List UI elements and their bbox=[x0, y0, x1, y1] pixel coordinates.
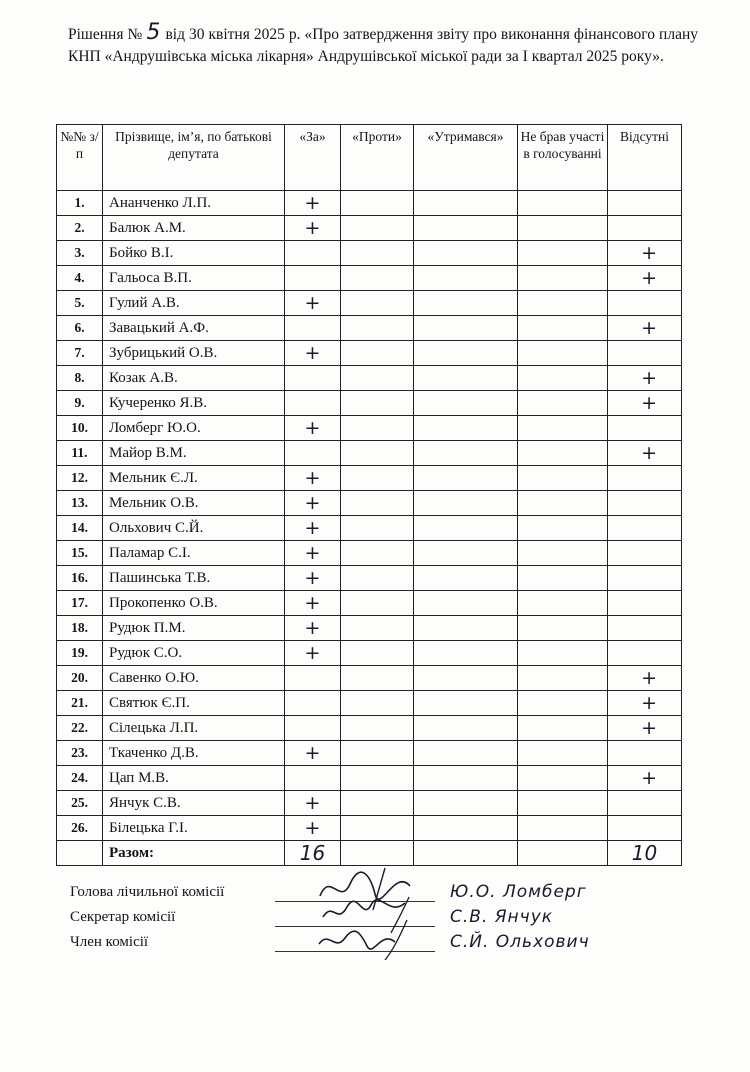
vote-abstained-cell bbox=[414, 316, 518, 341]
vote-against-cell bbox=[341, 566, 414, 591]
not-voted-cell bbox=[518, 216, 608, 241]
deputy-row bbox=[57, 416, 682, 441]
vote-abstained-cell bbox=[414, 516, 518, 541]
deputy-name: Майор В.М. bbox=[103, 441, 285, 466]
row-number: 14. bbox=[57, 516, 103, 541]
vote-for-mark bbox=[285, 391, 341, 416]
not-voted-cell bbox=[518, 191, 608, 216]
vote-for-mark: + bbox=[285, 516, 341, 541]
vote-for-mark bbox=[285, 691, 341, 716]
deputy-name: Прокопенко О.В. bbox=[103, 591, 285, 616]
row-number: 8. bbox=[57, 366, 103, 391]
total-not-voted-cell bbox=[518, 841, 608, 866]
row-number: 15. bbox=[57, 541, 103, 566]
absent-mark: + bbox=[608, 716, 682, 741]
vote-against-cell bbox=[341, 266, 414, 291]
deputy-row bbox=[57, 616, 682, 641]
row-number: 21. bbox=[57, 691, 103, 716]
deputy-name: Савенко О.Ю. bbox=[103, 666, 285, 691]
vote-against-cell bbox=[341, 516, 414, 541]
absent-mark bbox=[608, 191, 682, 216]
not-voted-cell bbox=[518, 491, 608, 516]
deputy-name: Рудюк С.О. bbox=[103, 641, 285, 666]
vote-against-cell bbox=[341, 691, 414, 716]
deputy-name: Кучеренко Я.В. bbox=[103, 391, 285, 416]
absent-mark bbox=[608, 566, 682, 591]
vote-against-cell bbox=[341, 816, 414, 841]
absent-mark bbox=[608, 816, 682, 841]
signature-name: С.В. Янчук bbox=[450, 907, 554, 927]
not-voted-cell bbox=[518, 691, 608, 716]
deputy-row bbox=[57, 691, 682, 716]
decision-heading bbox=[68, 22, 698, 68]
row-number: 12. bbox=[57, 466, 103, 491]
absent-mark: + bbox=[608, 766, 682, 791]
vote-for-mark: + bbox=[285, 641, 341, 666]
decision-number: 5 bbox=[146, 20, 162, 45]
deputy-name: Гулий А.В. bbox=[103, 291, 285, 316]
vote-against-cell bbox=[341, 466, 414, 491]
row-number: 24. bbox=[57, 766, 103, 791]
vote-for-mark: + bbox=[285, 816, 341, 841]
deputy-row bbox=[57, 716, 682, 741]
vote-for-mark: + bbox=[285, 566, 341, 591]
total-abstained-cell bbox=[414, 841, 518, 866]
not-voted-cell bbox=[518, 366, 608, 391]
not-voted-cell bbox=[518, 516, 608, 541]
vote-for-mark: + bbox=[285, 791, 341, 816]
absent-mark: + bbox=[608, 266, 682, 291]
col-header-number: №№ з/п bbox=[57, 125, 103, 191]
deputy-name: Зубрицький О.В. bbox=[103, 341, 285, 366]
signature-row bbox=[70, 930, 690, 955]
vote-abstained-cell bbox=[414, 416, 518, 441]
absent-mark bbox=[608, 416, 682, 441]
absent-mark: + bbox=[608, 241, 682, 266]
row-number: 13. bbox=[57, 491, 103, 516]
vote-for-mark: + bbox=[285, 291, 341, 316]
vote-abstained-cell bbox=[414, 366, 518, 391]
vote-for-mark: + bbox=[285, 541, 341, 566]
row-number: 25. bbox=[57, 791, 103, 816]
vote-abstained-cell bbox=[414, 591, 518, 616]
deputy-row bbox=[57, 241, 682, 266]
row-number: 22. bbox=[57, 716, 103, 741]
not-voted-cell bbox=[518, 341, 608, 366]
row-number: 17. bbox=[57, 591, 103, 616]
vote-against-cell bbox=[341, 191, 414, 216]
absent-mark: + bbox=[608, 391, 682, 416]
vote-against-cell bbox=[341, 316, 414, 341]
not-voted-cell bbox=[518, 541, 608, 566]
vote-abstained-cell bbox=[414, 716, 518, 741]
deputy-row bbox=[57, 441, 682, 466]
deputy-name: Ананченко Л.П. bbox=[103, 191, 285, 216]
deputy-name: Святюк Є.П. bbox=[103, 691, 285, 716]
row-number: 9. bbox=[57, 391, 103, 416]
absent-mark: + bbox=[608, 316, 682, 341]
col-header-absent: Відсутні bbox=[608, 125, 682, 191]
deputy-row bbox=[57, 566, 682, 591]
signature-name: Ю.О. Ломберг bbox=[450, 882, 587, 902]
col-header-name: Прізвище, ім’я, по батькові депутата bbox=[103, 125, 285, 191]
deputy-row bbox=[57, 516, 682, 541]
absent-mark bbox=[608, 541, 682, 566]
vote-for-mark: + bbox=[285, 616, 341, 641]
absent-mark: + bbox=[608, 666, 682, 691]
vote-abstained-cell bbox=[414, 391, 518, 416]
vote-against-cell bbox=[341, 641, 414, 666]
vote-abstained-cell bbox=[414, 791, 518, 816]
deputy-name: Цап М.В. bbox=[103, 766, 285, 791]
vote-abstained-cell bbox=[414, 616, 518, 641]
vote-for-mark: + bbox=[285, 741, 341, 766]
total-absent: 10 bbox=[608, 841, 682, 866]
deputy-name: Бойко В.І. bbox=[103, 241, 285, 266]
absent-mark bbox=[608, 516, 682, 541]
row-number: 11. bbox=[57, 441, 103, 466]
vote-abstained-cell bbox=[414, 466, 518, 491]
not-voted-cell bbox=[518, 816, 608, 841]
vote-table bbox=[56, 124, 682, 866]
signature-role: Голова лічильної комісії bbox=[70, 884, 225, 900]
vote-for-mark bbox=[285, 666, 341, 691]
deputy-name: Козак А.В. bbox=[103, 366, 285, 391]
deputy-row bbox=[57, 266, 682, 291]
signature-block bbox=[70, 880, 690, 955]
not-voted-cell bbox=[518, 441, 608, 466]
absent-mark bbox=[608, 641, 682, 666]
deputy-name: Завацький А.Ф. bbox=[103, 316, 285, 341]
deputy-name: Мельник Є.Л. bbox=[103, 466, 285, 491]
absent-mark bbox=[608, 741, 682, 766]
not-voted-cell bbox=[518, 316, 608, 341]
signature-role: Член комісії bbox=[70, 934, 149, 950]
vote-abstained-cell bbox=[414, 741, 518, 766]
col-header-against: «Проти» bbox=[341, 125, 414, 191]
row-number: 19. bbox=[57, 641, 103, 666]
col-header-for: «За» bbox=[285, 125, 341, 191]
total-label: Разом: bbox=[103, 841, 285, 866]
deputy-name: Паламар С.І. bbox=[103, 541, 285, 566]
deputy-name: Сілецька Л.П. bbox=[103, 716, 285, 741]
deputy-row bbox=[57, 466, 682, 491]
not-voted-cell bbox=[518, 766, 608, 791]
vote-against-cell bbox=[341, 416, 414, 441]
deputy-row bbox=[57, 791, 682, 816]
vote-abstained-cell bbox=[414, 691, 518, 716]
not-voted-cell bbox=[518, 716, 608, 741]
absent-mark: + bbox=[608, 691, 682, 716]
not-voted-cell bbox=[518, 616, 608, 641]
vote-against-cell bbox=[341, 541, 414, 566]
absent-mark bbox=[608, 341, 682, 366]
vote-for-mark bbox=[285, 266, 341, 291]
vote-abstained-cell bbox=[414, 341, 518, 366]
deputy-row bbox=[57, 291, 682, 316]
deputy-row bbox=[57, 341, 682, 366]
total-for: 16 bbox=[285, 841, 341, 866]
total-against-cell bbox=[341, 841, 414, 866]
deputy-row bbox=[57, 766, 682, 791]
deputy-row bbox=[57, 191, 682, 216]
not-voted-cell bbox=[518, 291, 608, 316]
vote-abstained-cell bbox=[414, 241, 518, 266]
vote-for-mark: + bbox=[285, 491, 341, 516]
vote-against-cell bbox=[341, 666, 414, 691]
row-number: 23. bbox=[57, 741, 103, 766]
vote-for-mark bbox=[285, 366, 341, 391]
vote-against-cell bbox=[341, 341, 414, 366]
deputy-name: Білецька Г.І. bbox=[103, 816, 285, 841]
vote-abstained-cell bbox=[414, 541, 518, 566]
vote-abstained-cell bbox=[414, 441, 518, 466]
row-number: 16. bbox=[57, 566, 103, 591]
vote-abstained-cell bbox=[414, 566, 518, 591]
not-voted-cell bbox=[518, 266, 608, 291]
total-num-cell bbox=[57, 841, 103, 866]
vote-against-cell bbox=[341, 391, 414, 416]
deputy-name: Ломберг Ю.О. bbox=[103, 416, 285, 441]
deputy-name: Янчук С.В. bbox=[103, 791, 285, 816]
not-voted-cell bbox=[518, 791, 608, 816]
absent-mark bbox=[608, 791, 682, 816]
deputy-row bbox=[57, 816, 682, 841]
absent-mark bbox=[608, 591, 682, 616]
heading-prefix: Рішення № bbox=[68, 26, 143, 43]
vote-table-body bbox=[57, 191, 682, 841]
vote-for-mark: + bbox=[285, 191, 341, 216]
absent-mark: + bbox=[608, 441, 682, 466]
row-number: 10. bbox=[57, 416, 103, 441]
deputy-row bbox=[57, 366, 682, 391]
row-number: 4. bbox=[57, 266, 103, 291]
vote-abstained-cell bbox=[414, 266, 518, 291]
absent-mark bbox=[608, 466, 682, 491]
deputy-row bbox=[57, 666, 682, 691]
vote-for-mark: + bbox=[285, 341, 341, 366]
deputy-name: Ткаченко Д.В. bbox=[103, 741, 285, 766]
vote-for-mark bbox=[285, 316, 341, 341]
vote-against-cell bbox=[341, 791, 414, 816]
vote-against-cell bbox=[341, 216, 414, 241]
handwritten-signature-icon bbox=[315, 916, 425, 960]
vote-abstained-cell bbox=[414, 191, 518, 216]
deputy-row bbox=[57, 391, 682, 416]
vote-abstained-cell bbox=[414, 816, 518, 841]
col-header-not-voted: Не брав участі в голосуванні bbox=[518, 125, 608, 191]
row-number: 18. bbox=[57, 616, 103, 641]
vote-against-cell bbox=[341, 241, 414, 266]
vote-against-cell bbox=[341, 741, 414, 766]
not-voted-cell bbox=[518, 741, 608, 766]
vote-against-cell bbox=[341, 441, 414, 466]
signature-role: Секретар комісії bbox=[70, 909, 176, 925]
deputy-row bbox=[57, 741, 682, 766]
vote-for-mark bbox=[285, 716, 341, 741]
absent-mark bbox=[608, 616, 682, 641]
vote-against-cell bbox=[341, 491, 414, 516]
absent-mark bbox=[608, 216, 682, 241]
row-number: 3. bbox=[57, 241, 103, 266]
absent-mark bbox=[608, 491, 682, 516]
vote-against-cell bbox=[341, 716, 414, 741]
vote-table-header bbox=[57, 125, 682, 191]
not-voted-cell bbox=[518, 566, 608, 591]
not-voted-cell bbox=[518, 416, 608, 441]
not-voted-cell bbox=[518, 241, 608, 266]
not-voted-cell bbox=[518, 666, 608, 691]
vote-abstained-cell bbox=[414, 641, 518, 666]
vote-abstained-cell bbox=[414, 766, 518, 791]
row-number: 5. bbox=[57, 291, 103, 316]
deputy-row bbox=[57, 316, 682, 341]
signature-name: С.Й. Ольхович bbox=[450, 932, 590, 952]
vote-abstained-cell bbox=[414, 666, 518, 691]
row-number: 7. bbox=[57, 341, 103, 366]
vote-against-cell bbox=[341, 291, 414, 316]
absent-mark bbox=[608, 291, 682, 316]
vote-for-mark: + bbox=[285, 591, 341, 616]
deputy-row bbox=[57, 541, 682, 566]
heading-text: від 30 квітня 2025 р. «Про затвердження звіту про виконання фінансового плану КНП «Андрушівська міська лікарня» Андрушівської міської ради за I квартал 2025 року». bbox=[68, 26, 698, 65]
not-voted-cell bbox=[518, 466, 608, 491]
deputy-name: Балюк А.М. bbox=[103, 216, 285, 241]
vote-for-mark: + bbox=[285, 466, 341, 491]
deputy-name: Гальоса В.П. bbox=[103, 266, 285, 291]
deputy-row bbox=[57, 216, 682, 241]
total-row bbox=[57, 841, 682, 866]
vote-against-cell bbox=[341, 591, 414, 616]
absent-mark: + bbox=[608, 366, 682, 391]
row-number: 1. bbox=[57, 191, 103, 216]
row-number: 26. bbox=[57, 816, 103, 841]
vote-against-cell bbox=[341, 366, 414, 391]
deputy-name: Пашинська Т.В. bbox=[103, 566, 285, 591]
col-header-abstained: «Утримався» bbox=[414, 125, 518, 191]
vote-for-mark bbox=[285, 441, 341, 466]
deputy-name: Мельник О.В. bbox=[103, 491, 285, 516]
deputy-name: Рудюк П.М. bbox=[103, 616, 285, 641]
vote-abstained-cell bbox=[414, 291, 518, 316]
vote-for-mark: + bbox=[285, 416, 341, 441]
deputy-row bbox=[57, 591, 682, 616]
row-number: 6. bbox=[57, 316, 103, 341]
vote-abstained-cell bbox=[414, 491, 518, 516]
not-voted-cell bbox=[518, 391, 608, 416]
row-number: 20. bbox=[57, 666, 103, 691]
not-voted-cell bbox=[518, 591, 608, 616]
not-voted-cell bbox=[518, 641, 608, 666]
vote-for-mark bbox=[285, 241, 341, 266]
vote-against-cell bbox=[341, 616, 414, 641]
deputy-row bbox=[57, 491, 682, 516]
deputy-name: Ольхович С.Й. bbox=[103, 516, 285, 541]
vote-for-mark bbox=[285, 766, 341, 791]
row-number: 2. bbox=[57, 216, 103, 241]
vote-against-cell bbox=[341, 766, 414, 791]
vote-for-mark: + bbox=[285, 216, 341, 241]
vote-abstained-cell bbox=[414, 216, 518, 241]
deputy-row bbox=[57, 641, 682, 666]
